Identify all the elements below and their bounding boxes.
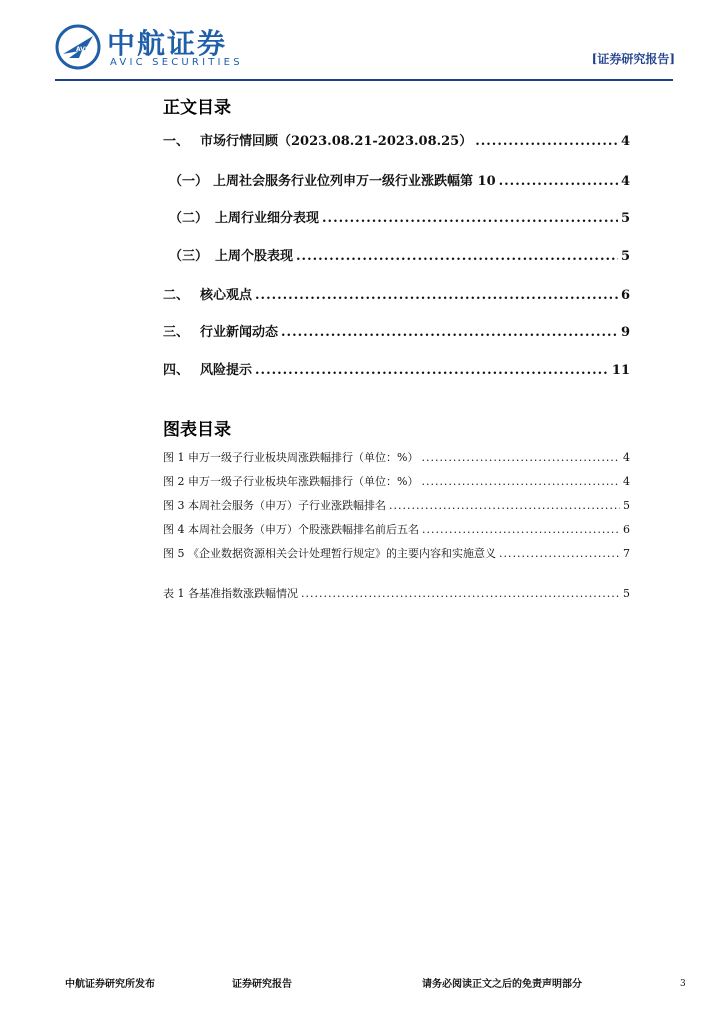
toc-item-number: （一） <box>169 174 209 189</box>
toc-item-number: 一、 <box>163 134 190 149</box>
table-item-text: 表 1 各基准指数涨跌幅情况 <box>163 587 298 600</box>
figure-leader-dots <box>389 499 620 512</box>
footer-disclaimer: 请务必阅读正文之后的免责声明部分 <box>422 979 582 990</box>
figure-leader-dots <box>421 475 620 488</box>
avic-securities-logo <box>55 22 255 74</box>
toc-item-page: 4 <box>620 174 630 189</box>
toc-item-text: 行业新闻动态 <box>200 325 279 340</box>
toc-item-page: 9 <box>620 325 630 340</box>
figure-list-item[interactable] <box>163 497 630 513</box>
toc-item-number: 四、 <box>163 363 190 378</box>
toc-item[interactable] <box>163 284 630 303</box>
toc-leader-dots <box>255 288 618 303</box>
figure-list-item[interactable] <box>163 449 630 465</box>
toc-title: 正文目录 <box>163 98 231 118</box>
figure-item-text: 图 2 申万一级子行业板块年涨跌幅排行（单位：%） <box>163 475 419 488</box>
toc-leader-dots <box>281 325 618 340</box>
figure-item-page: 4 <box>623 451 630 464</box>
toc-item-text: 上周社会服务行业位列申万一级行业涨跌幅第 10 <box>213 174 496 189</box>
toc-item-text: 核心观点 <box>200 288 253 303</box>
figure-list-item[interactable] <box>163 545 630 561</box>
toc-item-page: 5 <box>620 211 630 226</box>
table-leader-dots <box>301 587 620 600</box>
toc-item-text: 风险提示 <box>200 363 253 378</box>
toc-item[interactable] <box>163 170 630 189</box>
page-header <box>55 22 675 82</box>
logo-chinese-name: 中航证券 <box>107 27 228 60</box>
toc-item-page: 4 <box>620 134 630 149</box>
header-divider <box>55 79 673 81</box>
toc-item-number: （三） <box>169 249 209 264</box>
toc-item-number: （二） <box>169 211 209 226</box>
toc-item[interactable] <box>163 245 630 264</box>
toc-item[interactable] <box>163 130 630 149</box>
figure-item-page: 5 <box>623 499 630 512</box>
toc-item[interactable] <box>163 207 630 226</box>
toc-item[interactable] <box>163 321 630 340</box>
table-list-item[interactable] <box>163 585 630 601</box>
toc-leader-dots <box>322 211 618 226</box>
toc-item-text: 上周个股表现 <box>215 249 294 264</box>
toc-leader-dots <box>296 249 618 264</box>
toc-leader-dots <box>499 174 618 189</box>
footer-report-type: 证券研究报告 <box>232 979 292 990</box>
toc-item-text: 上周行业细分表现 <box>215 211 320 226</box>
figure-item-text: 图 3 本周社会服务（申万）子行业涨跌幅排名 <box>163 499 386 512</box>
toc-item-page: 5 <box>620 249 630 264</box>
figure-list-item[interactable] <box>163 521 630 537</box>
figure-item-page: 7 <box>623 547 630 560</box>
toc-item[interactable] <box>163 359 630 378</box>
figure-leader-dots <box>422 523 620 536</box>
airplane-logo-icon <box>55 24 101 70</box>
figure-item-page: 4 <box>623 475 630 488</box>
toc-item-text: 市场行情回顾（2023.08.21-2023.08.25） <box>200 134 473 149</box>
figure-list-item[interactable] <box>163 473 630 489</box>
toc-leader-dots <box>255 363 609 378</box>
figure-item-text: 图 5 《企业数据资源相关会计处理暂行规定》的主要内容和实施意义 <box>163 547 496 560</box>
footer-publisher: 中航证券研究所发布 <box>65 979 155 990</box>
figure-leader-dots <box>421 451 620 464</box>
logo-english-name: AVIC SECURITIES <box>110 57 243 68</box>
toc-item-number: 二、 <box>163 288 190 303</box>
figure-item-text: 图 1 申万一级子行业板块周涨跌幅排行（单位：%） <box>163 451 419 464</box>
figures-title: 图表目录 <box>163 420 231 440</box>
figure-leader-dots <box>499 547 620 560</box>
figure-item-page: 6 <box>623 523 630 536</box>
toc-item-number: 三、 <box>163 325 190 340</box>
toc-leader-dots <box>475 134 618 149</box>
report-type-tag: [证券研究报告] <box>591 52 675 66</box>
toc-item-page: 6 <box>620 288 630 303</box>
svg-text:AVIC: AVIC <box>76 46 92 53</box>
toc-item-page: 11 <box>611 363 630 378</box>
page-number: 3 <box>680 979 686 989</box>
figure-item-text: 图 4 本周社会服务（申万）个股涨跌幅排名前后五名 <box>163 523 419 536</box>
table-item-page: 5 <box>623 587 630 600</box>
